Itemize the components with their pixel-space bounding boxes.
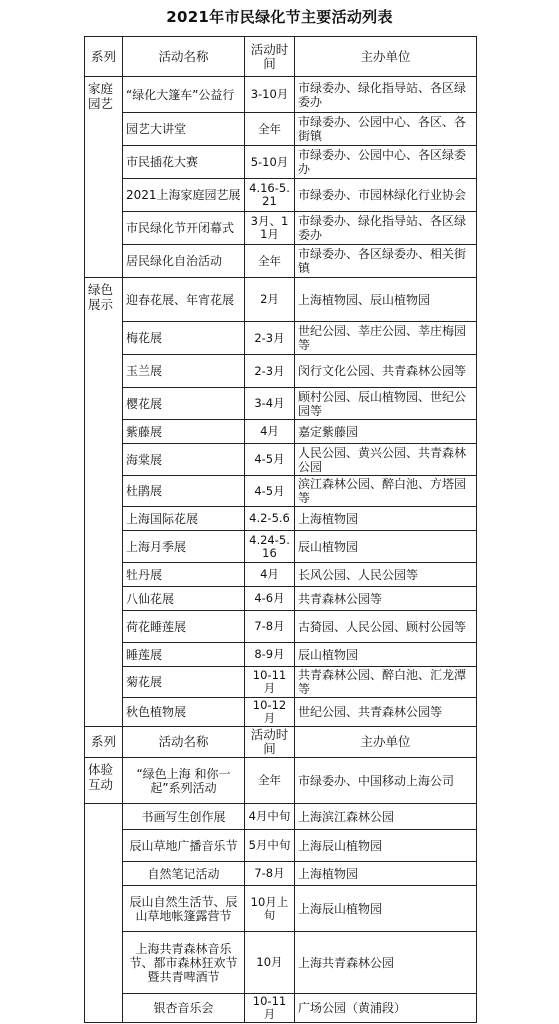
activity-name: 八仙花展 xyxy=(123,587,245,611)
activity-time: 4.16-5.21 xyxy=(245,179,295,212)
activity-name: 市民绿化节开闭幕式 xyxy=(123,212,245,245)
table-row xyxy=(85,994,477,1023)
activity-org: 上海辰山植物园 xyxy=(295,886,477,932)
activity-org: 市绿委办、市园林绿化行业协会 xyxy=(295,179,477,212)
activity-time: 10-11月 xyxy=(245,994,295,1023)
table-row xyxy=(85,77,477,113)
activity-name: 2021上海家庭园艺展 xyxy=(123,179,245,212)
series-cell: 体验互动 xyxy=(85,758,123,804)
series-cell xyxy=(85,804,123,1023)
activity-name: 园艺大讲堂 xyxy=(123,113,245,146)
table-row xyxy=(85,862,477,886)
table-row xyxy=(85,563,477,587)
table-row xyxy=(85,587,477,611)
activity-name: “绿色上海 和你一起”系列活动 xyxy=(123,758,245,804)
activity-time: 2-3月 xyxy=(245,355,295,388)
activity-name: “绿化大篷车”公益行 xyxy=(123,77,245,113)
activity-org: 上海植物园 xyxy=(295,507,477,531)
table-row xyxy=(85,355,477,388)
activity-name: 居民绿化自治活动 xyxy=(123,245,245,278)
activity-time: 4-5月 xyxy=(245,476,295,507)
activity-time: 4-6月 xyxy=(245,587,295,611)
table-row xyxy=(85,886,477,932)
header-name: 活动名称 xyxy=(123,727,245,758)
table-row xyxy=(85,212,477,245)
activity-name: 菊花展 xyxy=(123,667,245,698)
table-row xyxy=(85,444,477,476)
header-org: 主办单位 xyxy=(295,727,477,758)
activity-name: 自然笔记活动 xyxy=(123,862,245,886)
header-series: 系列 xyxy=(85,37,123,77)
activity-name: 杜鹃展 xyxy=(123,476,245,507)
activity-time: 4.2-5.6 xyxy=(245,507,295,531)
activity-org: 市绿委办、公园中心、各区绿委办 xyxy=(295,146,477,179)
activity-time: 10-11月 xyxy=(245,667,295,698)
activity-name: 上海国际花展 xyxy=(123,507,245,531)
header-name: 活动名称 xyxy=(123,37,245,77)
table-row xyxy=(85,146,477,179)
activity-org: 辰山植物园 xyxy=(295,531,477,563)
activity-time: 3-10月 xyxy=(245,77,295,113)
table-row xyxy=(85,507,477,531)
table-row xyxy=(85,643,477,667)
table-row xyxy=(85,698,477,727)
activity-name: 玉兰展 xyxy=(123,355,245,388)
activity-org: 嘉定紫藤园 xyxy=(295,420,477,444)
activity-org: 古猗园、人民公园、顾村公园等 xyxy=(295,611,477,643)
activity-org: 世纪公园、莘庄公园、莘庄梅园等 xyxy=(295,322,477,355)
activity-name: 辰山草地广播音乐节 xyxy=(123,830,245,862)
activity-org: 市绿委办、绿化指导站、各区绿委办 xyxy=(295,77,477,113)
series-cell: 绿色展示 xyxy=(85,278,123,727)
activity-table xyxy=(84,36,476,1023)
activity-name: 海棠展 xyxy=(123,444,245,476)
activity-name: 书画写生创作展 xyxy=(123,804,245,830)
header-series: 系列 xyxy=(85,727,123,758)
table-row xyxy=(85,611,477,643)
table-row xyxy=(85,245,477,278)
table-row xyxy=(85,758,477,804)
activity-org: 长风公园、人民公园等 xyxy=(295,563,477,587)
header-org: 主办单位 xyxy=(295,37,477,77)
activity-org: 市绿委办、各区绿委办、相关街镇 xyxy=(295,245,477,278)
activity-org: 人民公园、黄兴公园、共青森林公园 xyxy=(295,444,477,476)
activity-time: 10月上旬 xyxy=(245,886,295,932)
table-row xyxy=(85,932,477,994)
activity-name: 上海月季展 xyxy=(123,531,245,563)
activity-name: 牡丹展 xyxy=(123,563,245,587)
activity-name: 紫藤展 xyxy=(123,420,245,444)
table-row xyxy=(85,388,477,420)
activity-name: 迎春花展、年宵花展 xyxy=(123,278,245,322)
activity-org: 闵行文化公园、共青森林公园等 xyxy=(295,355,477,388)
activity-org: 上海植物园 xyxy=(295,862,477,886)
activity-time: 8-9月 xyxy=(245,643,295,667)
activity-org: 上海滨江森林公园 xyxy=(295,804,477,830)
activity-time: 4-5月 xyxy=(245,444,295,476)
activity-name: 梅花展 xyxy=(123,322,245,355)
table-row xyxy=(85,179,477,212)
activity-name: 荷花睡莲展 xyxy=(123,611,245,643)
activity-time: 4月中旬 xyxy=(245,804,295,830)
activity-org: 世纪公园、共青森林公园等 xyxy=(295,698,477,727)
activity-org: 广场公园（黄浦段） xyxy=(295,994,477,1023)
activity-name: 市民插花大赛 xyxy=(123,146,245,179)
activity-name: 睡莲展 xyxy=(123,643,245,667)
table-row xyxy=(85,113,477,146)
page-title: 2021年市民绿化节主要活动列表 xyxy=(166,8,393,26)
activity-time: 5月中旬 xyxy=(245,830,295,862)
series-cell: 家庭园艺 xyxy=(85,77,123,278)
activity-time: 4.24-5.16 xyxy=(245,531,295,563)
header-time: 活动时间 xyxy=(245,37,295,77)
header-time: 活动时间 xyxy=(245,727,295,758)
activity-org: 共青森林公园、醉白池、汇龙潭等 xyxy=(295,667,477,698)
activity-org: 市绿委办、绿化指导站、各区绿委办 xyxy=(295,212,477,245)
activity-org: 共青森林公园等 xyxy=(295,587,477,611)
activity-org: 上海共青森林公园 xyxy=(295,932,477,994)
table-row xyxy=(85,322,477,355)
activity-org: 辰山植物园 xyxy=(295,643,477,667)
activity-name: 秋色植物展 xyxy=(123,698,245,727)
activity-time: 4月 xyxy=(245,563,295,587)
activity-time: 全年 xyxy=(245,245,295,278)
activity-time: 10-12月 xyxy=(245,698,295,727)
activity-org: 上海植物园、辰山植物园 xyxy=(295,278,477,322)
table-row xyxy=(85,804,477,830)
table-row xyxy=(85,667,477,698)
activity-time: 3-4月 xyxy=(245,388,295,420)
activity-table-grid xyxy=(84,36,477,1023)
activity-time: 5-10月 xyxy=(245,146,295,179)
activity-time: 3月、11月 xyxy=(245,212,295,245)
activity-time: 7-8月 xyxy=(245,862,295,886)
activity-name: 银杏音乐会 xyxy=(123,994,245,1023)
activity-org: 市绿委办、公园中心、各区、各街镇 xyxy=(295,113,477,146)
activity-time: 全年 xyxy=(245,113,295,146)
activity-time: 4月 xyxy=(245,420,295,444)
activity-org: 上海辰山植物园 xyxy=(295,830,477,862)
table-row xyxy=(85,531,477,563)
activity-time: 2-3月 xyxy=(245,322,295,355)
table-header-row xyxy=(85,37,477,77)
activity-name: 辰山自然生活节、辰山草地帐篷露营节 xyxy=(123,886,245,932)
table-row xyxy=(85,830,477,862)
activity-time: 全年 xyxy=(245,758,295,804)
table-row xyxy=(85,476,477,507)
activity-org: 滨江森林公园、醉白池、方塔园等 xyxy=(295,476,477,507)
activity-name: 樱花展 xyxy=(123,388,245,420)
table-header-row xyxy=(85,727,477,758)
activity-org: 市绿委办、中国移动上海公司 xyxy=(295,758,477,804)
activity-time: 10月 xyxy=(245,932,295,994)
table-row xyxy=(85,278,477,322)
activity-name: 上海共青森林音乐节、都市森林狂欢节暨共青啤酒节 xyxy=(123,932,245,994)
activity-time: 7-8月 xyxy=(245,611,295,643)
activity-time: 2月 xyxy=(245,278,295,322)
activity-org: 顾村公园、辰山植物园、世纪公园等 xyxy=(295,388,477,420)
table-row xyxy=(85,420,477,444)
